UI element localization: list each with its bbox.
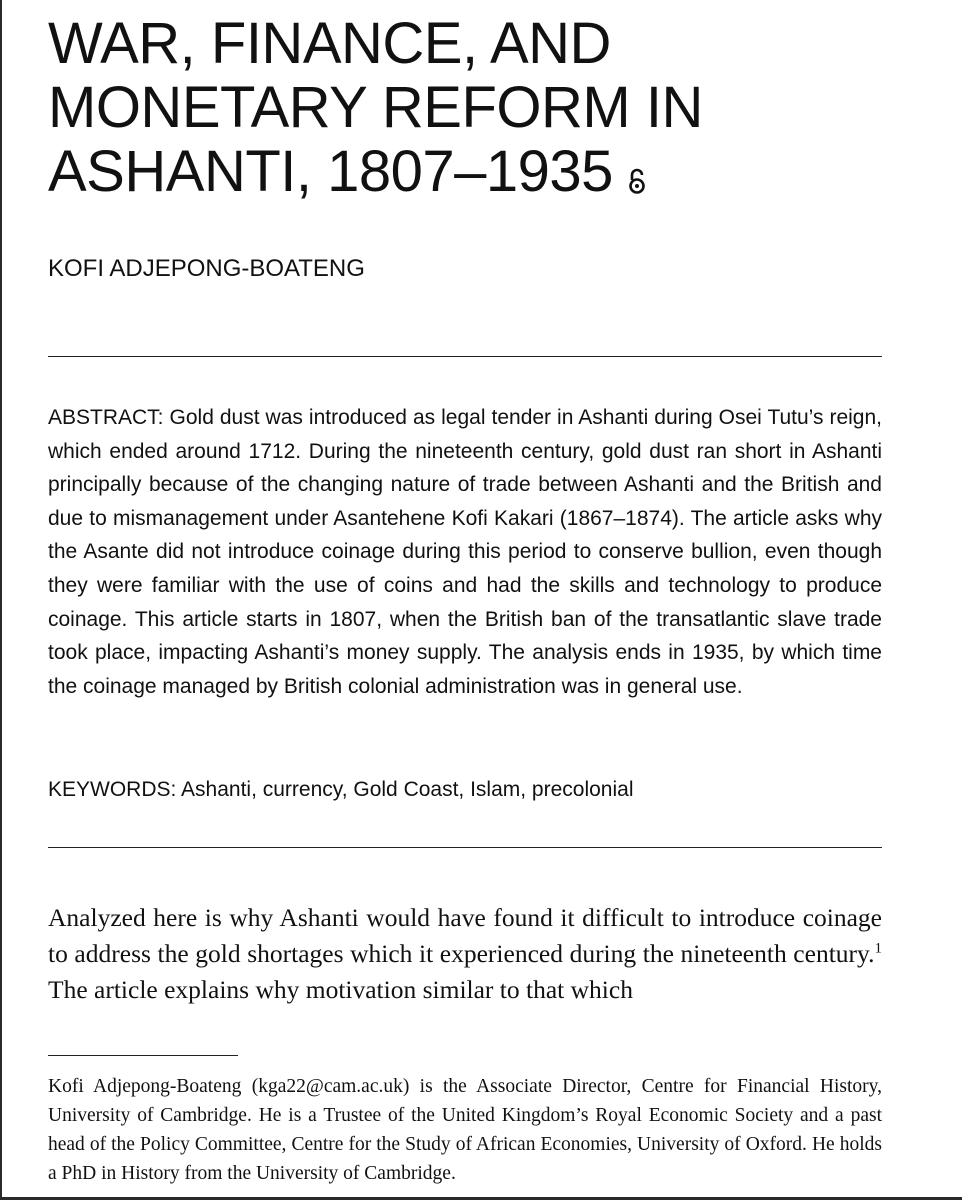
author-footnote: Kofi Adjepong-Boateng (kga22@cam.ac.uk) is the Associate Director, Centre for Financial History, University of Cambridge. He is a Trustee of the United Kingdom’s Royal Economic Society and a past head of the Policy Committee, Centre for the Study of African Economies, University of Oxford. He holds a PhD in History from the University of Cambridge. xyxy=(48,1076,882,1184)
title-line-2: MONETARY REFORM IN xyxy=(48,75,703,140)
body-paragraph xyxy=(48,900,882,1008)
bottom-divider xyxy=(48,847,882,848)
body-text-continued: The article explains why motivation similar to that which xyxy=(48,975,633,1004)
body-text-start: Analyzed here is why Ashanti would have found it difficult to introduce coinage to address the gold shortages which it experienced during the nineteenth century. xyxy=(48,903,882,968)
footnote-marker[interactable]: 1 xyxy=(874,940,882,957)
top-divider xyxy=(48,356,882,357)
footnote-divider xyxy=(48,1055,238,1056)
article-title xyxy=(48,12,908,208)
title-line-3-text: ASHANTI, 1807–1935 xyxy=(48,139,613,204)
title-line-1: WAR, FINANCE, AND xyxy=(48,11,611,76)
title-line-3 xyxy=(48,140,908,208)
open-access-icon[interactable] xyxy=(627,144,647,208)
author-name: KOFI ADJEPONG-BOATENG xyxy=(48,255,365,282)
keywords: KEYWORDS: Ashanti, currency, Gold Coast, Islam, precolonial xyxy=(48,778,634,801)
page-edge-left xyxy=(0,0,2,1200)
abstract: ABSTRACT: Gold dust was introduced as legal tender in Ashanti during Osei Tutu’s reign, which ended around 1712. During the nineteenth century, gold dust ran short in Ashanti principally because of the changing nature of trade between Ashanti and the British and due to mismanagement under Asantehene Kofi Kakari (1867–1874). The article asks why the Asante did not introduce coinage during this period to conserve bullion, even though they were familiar with the use of coins and had the skills and technology to produce coinage. This article starts in 1807, when the British ban of the transatlantic slave trade took place, impacting Ashanti’s money supply. The analysis ends in 1935, by which time the coinage managed by British colonial administration was in general use. xyxy=(48,406,882,698)
